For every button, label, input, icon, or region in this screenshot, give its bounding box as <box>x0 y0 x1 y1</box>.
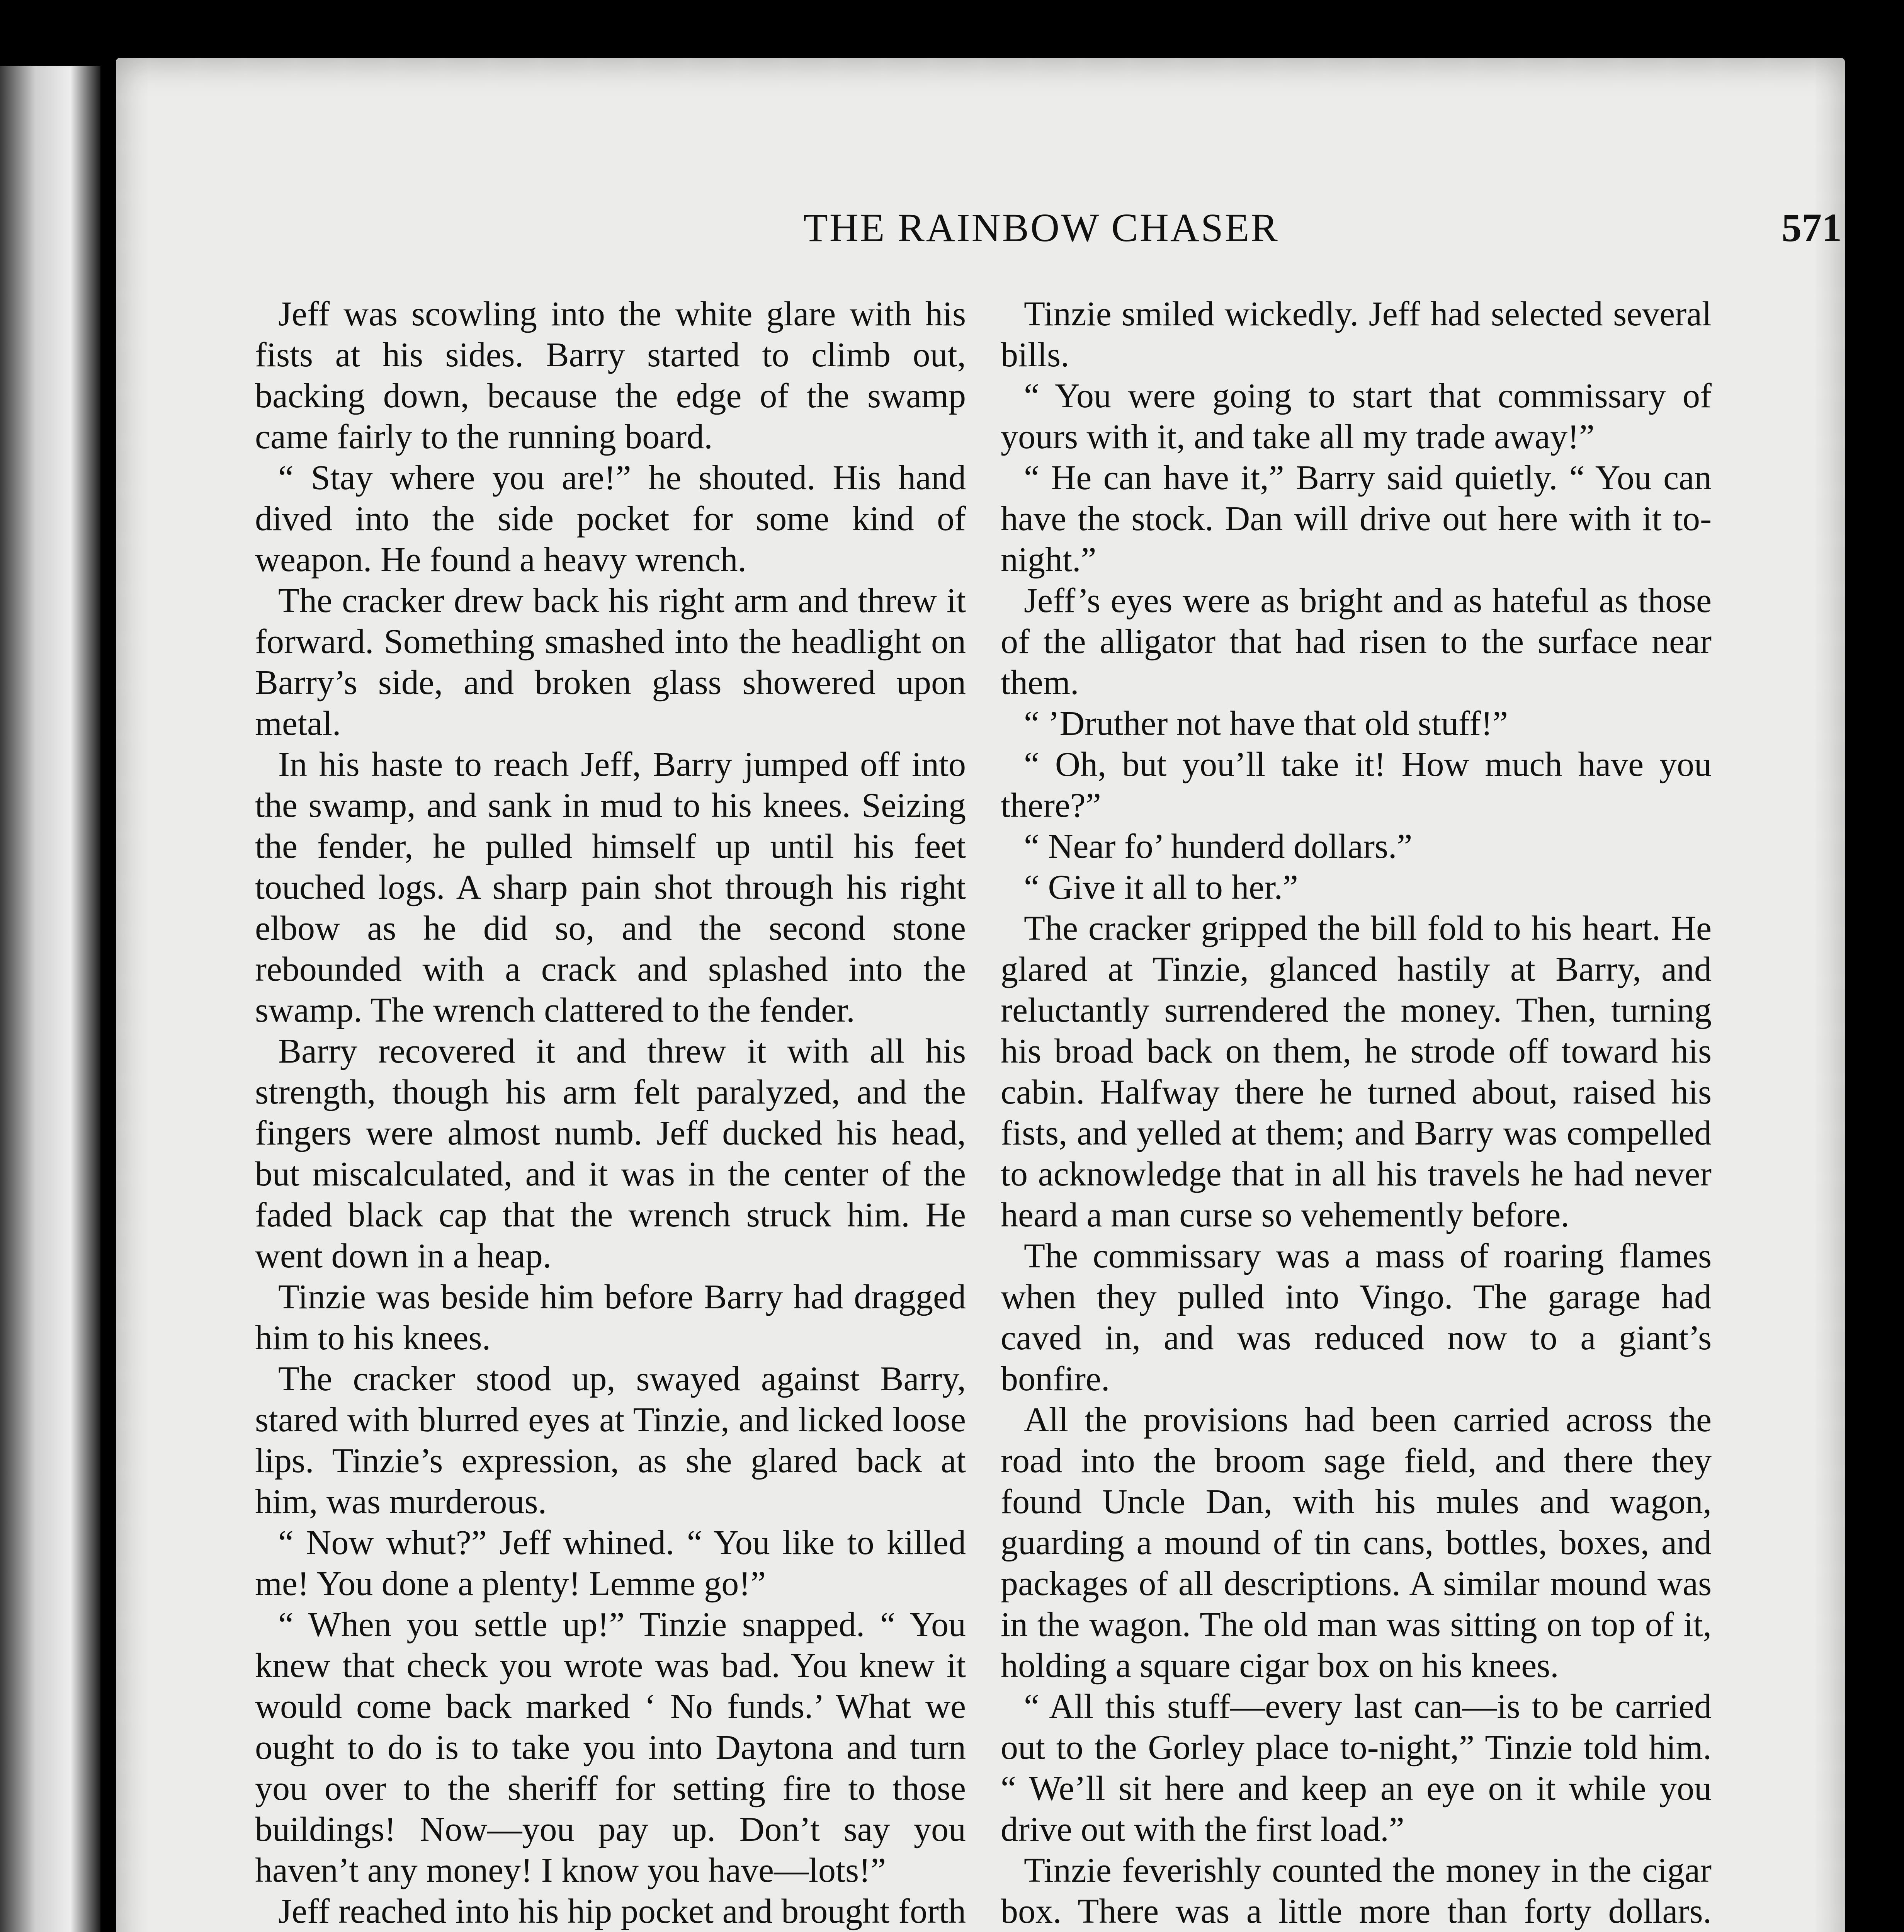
running-head <box>116 205 1845 274</box>
paragraph: Tinzie smiled wickedly. Jeff had selected several bills. <box>1001 295 1712 374</box>
running-title: THE RAINBOW CHASER <box>803 206 1279 250</box>
paragraph: The commissary was a mass of roaring flames when they pulled into Vingo. The garage had caved in, and was reduced now to a giant’s bonfire. <box>1001 1237 1712 1398</box>
paragraph: “ ’Druther not have that old stuff!” <box>1024 704 1508 743</box>
paragraph: The cracker gripped the bill fold to his heart. He glared at Tinzie, glanced hastily at Barry, and reluctantly surrendered the money. Then, turning his broad back on them, he strode off toward his cabin. Halfway there he turned about, raised his fists, and yelled at them; and Barry was compelled to acknowledge that in all his travels he had never heard a man curse so vehemently before. <box>1001 909 1712 1234</box>
paragraph: The cracker stood up, swayed against Barry, stared with blurred eyes at Tinzie, and licked loose lips. Tinzie’s expression, as she glared back at him, was murderous. <box>255 1360 966 1521</box>
paragraph: “ Stay where you are!” he shouted. His hand dived into the side pocket for some kind of weapon. He found a heavy wrench. <box>255 459 966 579</box>
paragraph: “ Now whut?” Jeff whined. “ You like to killed me! You done a plenty! Lemme go!” <box>255 1524 966 1603</box>
paragraph: Tinzie was beside him before Barry had dragged him to his knees. <box>255 1278 966 1357</box>
paragraph: Barry recovered it and threw it with all his strength, though his arm felt paralyzed, and the fingers were almost numb. Jeff ducked his head, but miscalculated, and it was in the center of the faded black cap that the wrench struck him. He went down in a heap. <box>255 1032 966 1275</box>
paragraph: Jeff reached into his hip pocket and brought forth <box>278 1892 966 1930</box>
paragraph: In his haste to reach Jeff, Barry jumped off into the swamp, and sank in mud to his knees. Seizing the fender, he pulled himself up until his feet touched logs. A sharp pain shot through his right elbow as he did so, and the second stone rebounded with a crack and splashed into the swamp. The wrench clattered to the fender. <box>255 745 966 1029</box>
paragraph: “ Oh, but you’ll take it! How much have you there?” <box>1001 745 1712 825</box>
paragraph: “ He can have it,” Barry said quietly. “ You can have the stock. Dan will drive out here with it to-night.” <box>1001 459 1712 579</box>
paragraph: “ Near fo’ hunderd dollars.” <box>1024 827 1413 866</box>
paragraph: Jeff was scowling into the white glare with his fists at his sides. Barry started to climb out, backing down, because the edge of the swamp came fairly to the running board. <box>255 295 966 456</box>
paragraph: “ All this stuff—every last can—is to be carried out to the Gorley place to-night,” Tinzie told him. “ We’ll sit here and keep an eye on it while you drive out with the first load.” <box>1001 1687 1712 1849</box>
paragraph: All the provisions had been carried across the road into the broom sage field, and there they found Uncle Dan, with his mules and wagon, guarding a mound of tin cans, bottles, boxes, and packages of all descriptions. A similar mound was in the wagon. The old man was sitting on top of it, holding a square cigar box on his knees. <box>1001 1401 1712 1685</box>
paragraph: The cracker drew back his right arm and threw it forward. Something smashed into the headlight on Barry’s side, and broken glass showered upon metal. <box>255 582 966 743</box>
paragraph: Tinzie feverishly counted the money in the cigar box. There was a little more than forty dollars. <box>1001 1851 1712 1930</box>
paragraph: Jeff’s eyes were as bright and as hateful as those of the alligator that had risen to the surface near them. <box>1001 582 1712 702</box>
text-column-left <box>255 294 966 1932</box>
page-number: 571 <box>1782 206 1842 250</box>
paragraph: “ You were going to start that commissary of yours with it, and take all my trade away!” <box>1001 377 1712 456</box>
adjacent-page-edge <box>0 66 100 1932</box>
paragraph: “ Give it all to her.” <box>1024 868 1298 906</box>
text-column-right <box>1001 294 1712 1932</box>
paragraph: “ When you settle up!” Tinzie snapped. “ You knew that check you wrote was bad. You knew it would come back marked ‘ No funds.’ What we ought to do is to take you into Daytona and turn you over to the sheriff for setting fire to those buildings! Now—you pay up. Don’t say you haven’t any money! I know you have—lots!” <box>255 1605 966 1889</box>
book-page <box>116 58 1845 1932</box>
